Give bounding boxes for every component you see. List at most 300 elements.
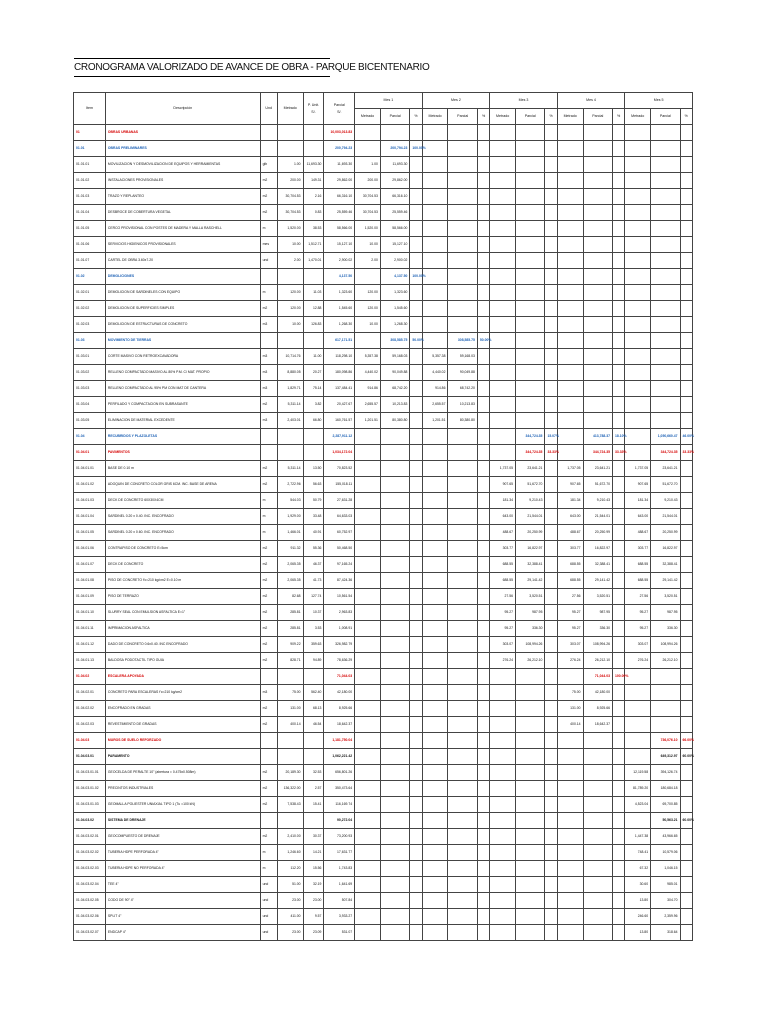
cell-mes-5-metrado [625,301,651,317]
cell-p-unit: 33.48 [303,509,324,525]
cell-mes-3-pct: 15.07% [545,429,557,445]
cell-mes-4-metrado: 400.14 [557,717,583,733]
cell-mes-2-pct [477,701,489,717]
cell-metrado: 23.00 [277,925,303,941]
cell-descripcion: OBRAS PRELIMINARES [105,141,260,157]
cell-mes-1-parcial [380,685,409,701]
cell-mes-4-parcial [583,861,612,877]
cell-mes-5-metrado: 303.07 [625,637,651,653]
cell-mes-2-parcial [448,173,477,189]
cell-und: m3 [260,317,277,333]
cell-metrado [277,141,303,157]
cell-mes-2-pct [477,909,489,925]
table-header [74,93,693,125]
cell-mes-1-parcial: 29,862.00 [380,173,409,189]
cell-parcial: 11,693.30 [324,157,355,173]
cell-mes-2-pct [477,829,489,845]
cell-mes-2-parcial [448,861,477,877]
cell-mes-4-pct [613,477,625,493]
cell-mes-3-parcial: 987.95 [516,605,545,621]
cell-parcial: 3,933.27 [324,909,355,925]
cell-mes-1-parcial: 66,316.10 [380,189,409,205]
cell-mes-1-parcial [380,621,409,637]
cell-mes-2-metrado [422,621,448,637]
cell-mes-4-pct [613,461,625,477]
cell-mes-1-parcial [380,909,409,925]
cell-mes-5-pct [680,637,692,653]
cell-mes-5-metrado: 246.60 [625,909,651,925]
cell-mes-4-parcial [583,893,612,909]
cell-metrado [277,125,303,141]
cell-mes-3-parcial: 32,388.41 [516,557,545,573]
cell-mes-3-metrado [490,797,516,813]
cell-mes-1-parcial [380,445,409,461]
cell-parcial: 58,566.00 [324,221,355,237]
subheader-mes-1-metrado: Metrado [355,109,381,125]
cell-parcial: 66,316.10 [324,189,355,205]
cell-mes-5-pct [680,301,692,317]
cell-mes-3-metrado [490,717,516,733]
cell-mes-2-pct [477,141,489,157]
cell-metrado: 200.00 [277,173,303,189]
cell-mes-3-pct [545,285,557,301]
cell-mes-5-metrado: 488.67 [625,525,651,541]
cell-mes-3-parcial [516,237,545,253]
cell-p-unit: 23.00 [303,893,324,909]
table-row [74,829,693,845]
cell-mes-4-pct [613,541,625,557]
cell-p-unit: 15.41 [303,797,324,813]
cell-mes-2-pct [477,749,489,765]
cell-mes-4-metrado [557,813,583,829]
subheader-mes-3-pct: % [545,109,557,125]
cell-mes-1-pct [410,685,422,701]
cell-mes-1-pct [410,573,422,589]
cell-mes-2-pct [477,765,489,781]
table-row [74,237,693,253]
cell-item: 01.04.03.02 [74,813,106,829]
cell-mes-1-parcial [380,669,409,685]
cell-mes-5-metrado: 13.80 [625,893,651,909]
cell-mes-4-metrado: 131.00 [557,701,583,717]
cell-descripcion: TEE 4" [105,877,260,893]
cell-mes-3-parcial [516,717,545,733]
cell-mes-5-parcial: 649,312.97 [651,749,680,765]
cell-mes-2-metrado [422,813,448,829]
cell-mes-4-parcial [583,909,612,925]
cell-mes-1-pct [410,189,422,205]
cell-mes-3-parcial: 3,520.51 [516,589,545,605]
cell-mes-5-pct [680,541,692,557]
cell-mes-2-parcial [448,557,477,573]
cell-mes-4-parcial [583,237,612,253]
cell-mes-2-parcial [448,845,477,861]
cell-mes-4-parcial [583,301,612,317]
cell-mes-5-pct [680,909,692,925]
cell-mes-4-pct [613,733,625,749]
cell-mes-3-parcial [516,269,545,285]
cell-mes-2-pct [477,781,489,797]
cell-parcial: 2,287,911.12 [324,429,355,445]
cell-mes-5-metrado: 1,447.38 [625,829,651,845]
cell-mes-1-parcial [380,509,409,525]
cell-metrado: 2,722.96 [277,477,303,493]
cell-mes-3-pct [545,605,557,621]
cell-item: 01.04.03.02.06 [74,909,106,925]
cell-mes-5-pct [680,589,692,605]
cell-mes-4-pct [613,205,625,221]
cell-und: m2 [260,589,277,605]
cell-mes-5-metrado: 95.27 [625,605,651,621]
cell-mes-2-pct [477,733,489,749]
cell-mes-2-parcial [448,493,477,509]
cell-descripcion: PISO DE TERRAZO [105,589,260,605]
cell-mes-5-parcial [651,253,680,269]
cell-mes-3-pct [545,861,557,877]
cell-mes-4-parcial: 42,180.00 [583,685,612,701]
cell-mes-3-metrado [490,365,516,381]
cell-und: m2 [260,557,277,573]
cell-mes-2-metrado [422,781,448,797]
cell-metrado [277,669,303,685]
cell-mes-1-pct [410,733,422,749]
cell-mes-4-metrado [557,317,583,333]
cell-mes-5-metrado [625,253,651,269]
cell-mes-5-pct [680,669,692,685]
cell-descripcion: CONCRETO PARA ESCALERAS f'c=210 kg/cm2 [105,685,260,701]
cell-mes-2-parcial [448,157,477,173]
cell-mes-4-metrado [557,269,583,285]
cell-und: m2 [260,829,277,845]
cell-mes-4-metrado [557,125,583,141]
cell-mes-1-parcial [380,557,409,573]
cell-mes-5-metrado: 4,523.04 [625,797,651,813]
cell-mes-3-parcial [516,189,545,205]
cell-metrado: 1,829.71 [277,381,303,397]
cell-mes-2-metrado [422,125,448,141]
cell-mes-2-parcial: 59,168.03 [448,349,477,365]
cell-mes-2-metrado [422,861,448,877]
cell-item: 01.01.04 [74,205,106,221]
cell-mes-4-pct [613,381,625,397]
cell-mes-5-pct [680,845,692,861]
cell-mes-3-metrado: 643.00 [490,509,516,525]
cell-mes-3-metrado [490,413,516,429]
cell-mes-1-metrado [355,493,381,509]
cell-mes-4-pct [613,221,625,237]
cell-mes-5-metrado [625,445,651,461]
cell-mes-2-metrado [422,445,448,461]
cell-mes-5-parcial: 336.30 [651,621,680,637]
cell-parcial: 10,003,013.83 [324,125,355,141]
cell-mes-5-pct [680,205,692,221]
cell-descripcion: TUBERIA HDPE NO PERFORADA 4" [105,861,260,877]
header-mes-5: Mes 5 [625,93,693,109]
cell-metrado: 2,403.01 [277,413,303,429]
cell-p-unit [303,333,324,349]
cell-mes-3-pct [545,749,557,765]
cell-mes-2-pct [477,157,489,173]
cell-mes-2-metrado [422,653,448,669]
cell-mes-2-metrado [422,141,448,157]
cell-mes-4-metrado [557,141,583,157]
cell-mes-3-pct [545,925,557,941]
cell-item: 01.01.02 [74,173,106,189]
cell-p-unit [303,733,324,749]
cell-parcial: 155,018.11 [324,477,355,493]
cell-mes-4-parcial [583,765,612,781]
cell-mes-5-parcial: 304.70 [651,893,680,909]
cell-item: 01.04.01.09 [74,589,106,605]
cell-mes-4-parcial: 16,822.97 [583,541,612,557]
cell-descripcion: MOVILIZACION Y DESMOVILIZACION DE EQUIPOS Y HERRAMIENTAS [105,157,260,173]
cell-mes-2-metrado [422,557,448,573]
cell-mes-3-parcial: 26,212.10 [516,653,545,669]
cell-mes-1-parcial [380,733,409,749]
cell-mes-5-metrado [625,813,651,829]
cell-p-unit [303,749,324,765]
cell-p-unit: 56.63 [303,477,324,493]
cell-item: 01 [74,125,106,141]
cell-mes-3-pct [545,589,557,605]
cell-descripcion: PRECINTOS INDUSTRIALES [105,781,260,797]
cell-mes-1-metrado [355,621,381,637]
cell-mes-4-parcial [583,221,612,237]
table-row [74,765,693,781]
cell-mes-4-parcial [583,349,612,365]
cell-item: 01.01 [74,141,106,157]
cell-mes-1-metrado [355,861,381,877]
cell-metrado: 285.81 [277,605,303,621]
table-row [74,749,693,765]
cell-und [260,125,277,141]
cell-descripcion: SPLIT 4" [105,909,260,925]
cell-mes-2-metrado [422,541,448,557]
cell-und: m2 [260,189,277,205]
cell-mes-5-pct [680,621,692,637]
cell-mes-4-parcial [583,733,612,749]
cell-p-unit: 2.57 [303,781,324,797]
subheader-mes-1-pct: % [410,109,422,125]
cell-mes-1-pct [410,861,422,877]
cell-mes-5-metrado [625,669,651,685]
cell-und: und [260,909,277,925]
cell-und: m2 [260,461,277,477]
cell-item: 01.04.01.03 [74,493,106,509]
subheader-mes-5-pct: % [680,109,692,125]
cell-mes-1-pct [410,605,422,621]
header-und: Und [260,93,277,125]
cell-mes-2-parcial: 80,380.80 [448,413,477,429]
cell-mes-5-parcial [651,237,680,253]
cell-mes-5-metrado [625,685,651,701]
cell-mes-3-pct [545,781,557,797]
cell-metrado: 30,704.53 [277,205,303,221]
cell-mes-1-pct [410,285,422,301]
cell-mes-5-parcial [651,221,680,237]
cell-mes-1-parcial [380,653,409,669]
cell-mes-3-metrado [490,253,516,269]
cell-mes-3-metrado: 95.27 [490,621,516,637]
cell-und: glb [260,157,277,173]
cell-mes-5-metrado: 67.32 [625,861,651,877]
cell-descripcion: DEMOLICIONES [105,269,260,285]
cell-parcial: 656,801.26 [324,765,355,781]
cell-und: m2 [260,397,277,413]
cell-mes-5-pct [680,141,692,157]
cell-mes-5-pct [680,509,692,525]
cell-mes-5-parcial [651,189,680,205]
cell-mes-5-parcial: 43,966.65 [651,829,680,845]
cell-mes-4-metrado [557,781,583,797]
cell-mes-4-pct [613,829,625,845]
cell-parcial: 73,200.93 [324,829,355,845]
cell-mes-1-pct [410,365,422,381]
cell-item: 01.04.01.11 [74,621,106,637]
table-row [74,157,693,173]
cell-mes-1-metrado: 5,357.38 [355,349,381,365]
cell-mes-3-pct [545,381,557,397]
cell-mes-4-pct [613,893,625,909]
cell-p-unit: 75.14 [303,381,324,397]
cell-mes-1-pct [410,397,422,413]
cell-mes-5-pct [680,461,692,477]
cell-mes-5-metrado [625,157,651,173]
cell-descripcion: ELIMINACION DE MATERIAL EXCEDENTE [105,413,260,429]
subheader-mes-4-parcial: Parcial [583,109,612,125]
cell-mes-1-pct [410,173,422,189]
cell-mes-4-pct [613,749,625,765]
cell-item: 01.04.01.07 [74,557,106,573]
cell-mes-3-pct [545,205,557,221]
cell-mes-4-pct [613,125,625,141]
cell-descripcion: DEMOLICION DE ESTRUCTURAS DE CONCRETO [105,317,260,333]
cell-mes-4-pct [613,269,625,285]
cell-mes-4-pct [613,717,625,733]
cell-mes-5-metrado [625,205,651,221]
subheader-mes-4-pct: % [613,109,625,125]
cell-mes-2-parcial [448,445,477,461]
cell-metrado [277,445,303,461]
cell-mes-5-parcial [651,413,680,429]
cell-mes-5-metrado: 907.65 [625,477,651,493]
cell-mes-2-metrado [422,685,448,701]
cell-mes-3-metrado [490,925,516,941]
table-row [74,397,693,413]
cell-metrado: 2,065.35 [277,557,303,573]
cell-und: m2 [260,717,277,733]
cell-mes-4-metrado: 488.67 [557,525,583,541]
cell-mes-4-pct [613,141,625,157]
cell-mes-5-metrado [625,701,651,717]
cell-mes-1-pct [410,317,422,333]
cell-mes-2-parcial [448,573,477,589]
cell-parcial: 507.84 [324,893,355,909]
cell-descripcion: RECUBRIDOS Y PLAZOLETAS [105,429,260,445]
cell-mes-5-metrado [625,365,651,381]
cell-mes-4-parcial: 29,141.42 [583,573,612,589]
cell-mes-1-parcial [380,781,409,797]
cell-mes-2-parcial [448,477,477,493]
cell-und: m [260,285,277,301]
cell-mes-5-parcial: 108,994.26 [651,637,680,653]
cell-mes-3-metrado: 303.07 [490,637,516,653]
cell-mes-5-parcial [651,285,680,301]
cell-p-unit [303,141,324,157]
cell-mes-3-parcial: 23,641.21 [516,461,545,477]
cell-mes-4-parcial [583,365,612,381]
cell-mes-1-metrado: 30,704.53 [355,205,381,221]
cell-und [260,733,277,749]
cell-mes-1-pct [410,157,422,173]
cell-mes-3-metrado [490,173,516,189]
cell-mes-2-parcial [448,429,477,445]
table-row [74,925,693,941]
cell-mes-2-pct [477,221,489,237]
cell-mes-4-pct [613,605,625,621]
cell-metrado: 20,189.30 [277,765,303,781]
cell-mes-3-parcial [516,861,545,877]
cell-descripcion: RELLENO COMPACTADO AL 95% PM CON MAT DE CANTERA [105,381,260,397]
cell-mes-4-parcial: 71,044.03 [583,669,612,685]
cell-und: und [260,877,277,893]
cell-mes-2-parcial [448,509,477,525]
cell-mes-1-parcial: 1,268.30 [380,317,409,333]
cell-und [260,269,277,285]
cell-descripcion: ENDCAP 4" [105,925,260,941]
cell-mes-3-pct [545,333,557,349]
cell-mes-5-metrado: 276.24 [625,653,651,669]
cell-mes-4-pct [613,189,625,205]
cell-item: 01.02.02 [74,301,106,317]
cell-descripcion: TUBERIA HDPE PERFORADA 4" [105,845,260,861]
cell-mes-2-pct [477,397,489,413]
cell-mes-5-pct: 66.00% [680,733,692,749]
cell-mes-4-parcial [583,925,612,941]
cell-und: m [260,493,277,509]
cell-und: m [260,845,277,861]
cell-mes-2-pct [477,589,489,605]
cell-metrado: 1,246.60 [277,845,303,861]
cell-mes-1-pct [410,829,422,845]
cell-p-unit: 41.73 [303,573,324,589]
cell-descripcion: DESBROCE DE COBERTURA VEGETAL [105,205,260,221]
cell-mes-1-metrado [355,685,381,701]
cell-mes-4-parcial [583,253,612,269]
subheader-mes-5-metrado: Metrado [625,109,651,125]
cell-mes-3-metrado [490,877,516,893]
cell-mes-3-parcial [516,397,545,413]
cell-und: m2 [260,781,277,797]
cell-mes-5-parcial [651,141,680,157]
cell-mes-5-pct [680,877,692,893]
cell-mes-2-parcial [448,749,477,765]
cell-mes-2-pct [477,877,489,893]
cell-metrado: 8,880.05 [277,365,303,381]
cell-mes-5-pct [680,717,692,733]
table-row [74,333,693,349]
cell-mes-2-pct [477,205,489,221]
cell-mes-3-pct [545,397,557,413]
cell-mes-2-metrado [422,525,448,541]
cell-mes-2-pct [477,669,489,685]
cell-mes-1-metrado: 120.00 [355,285,381,301]
cell-parcial: 350,473.64 [324,781,355,797]
cell-metrado: 1,520.00 [277,221,303,237]
cell-mes-2-metrado [422,493,448,509]
cell-mes-1-metrado: 2,655.57 [355,397,381,413]
cell-mes-5-parcial: 987.95 [651,605,680,621]
